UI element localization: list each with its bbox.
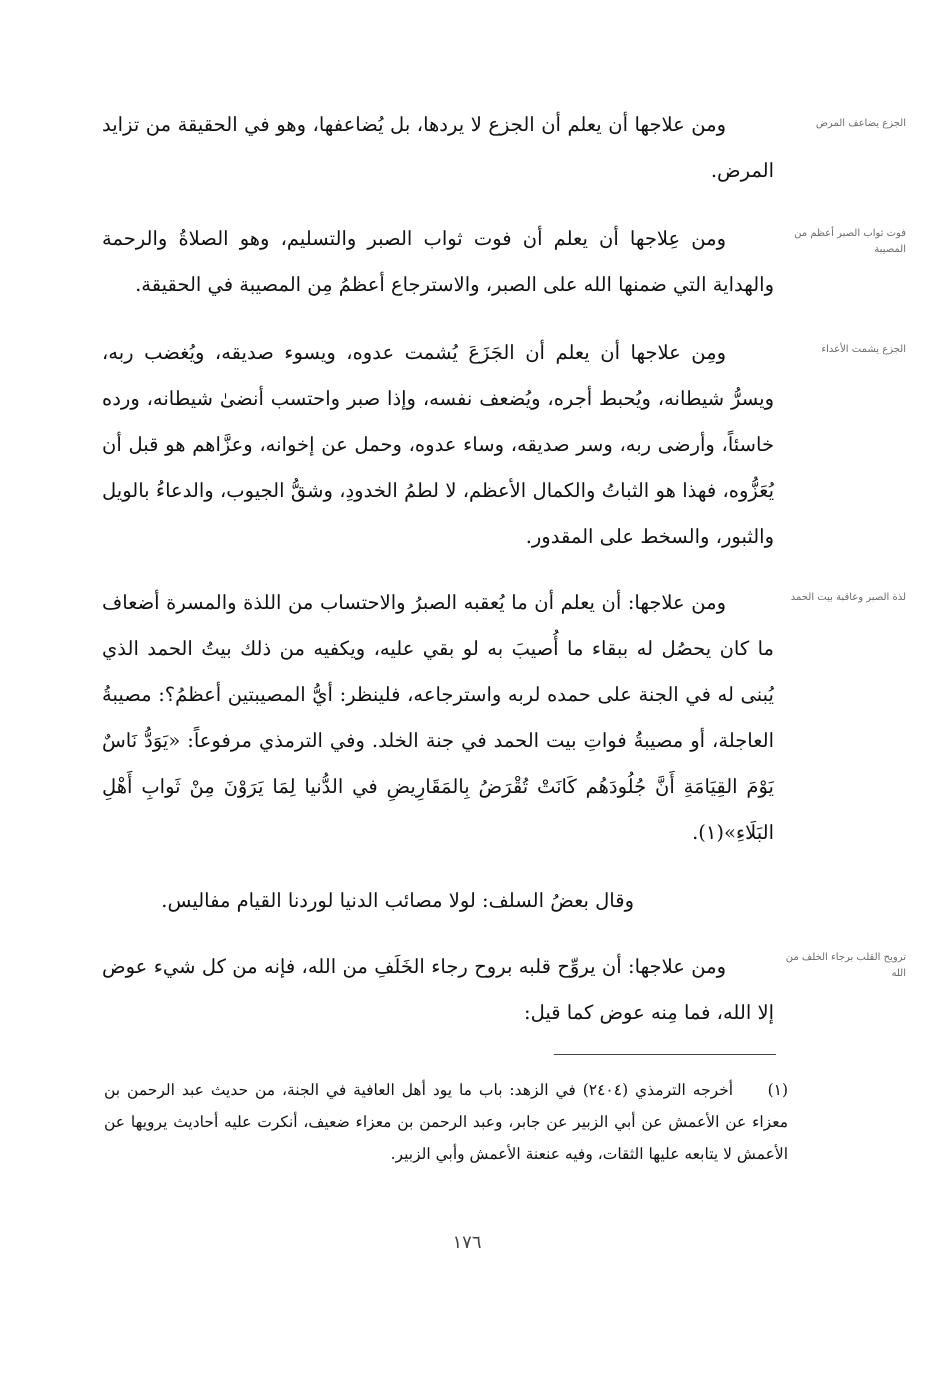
paragraph-text: ومِن علاجها أن يعلم أن الجَزَعَ يُشمت عدوه، ويسوء صديقه، ويُغضب ربه، ويسرُّ شيطانه، ويُحبط أجره، ويُضعف نفسه، وإذا صبر واحتسب أنضىٰ شيطانه، ورده خاسئاً، وأرضى ربه، وسر صديقه، وساء عدوه، وحمل عن إخوانه، وعزَّاهم هو قبل أن يُعَزُّوه، فهذا هو الثباتُ والكمال الأعظم، لا لطمُ الخدودِ، وشقُّ الجيوب، والدعاءُ بالويل والثبور، والسخط على المقدور. <box>102 341 774 548</box>
footnote-text: أخرجه الترمذي (٢٤٠٤) في الزهد: باب ما يود أهل العافية في الجنة، من حديث عبد الرحمن بن معزاء عن الأعمش عن أبي الزبير عن جابر، وعبد الرحمن بن معزاء ضعيف، أنكرت عليه أحاديث يرويها عن الأعمش لا يتابعه عليها الثقات، وفيه عنعنة الأعمش وأبي الزبير. <box>104 1081 788 1163</box>
paragraph-text: وقال بعضُ السلف: لولا مصائب الدنيا لوردنا القيام مفاليس. <box>161 889 634 912</box>
paragraph <box>102 580 774 856</box>
page-number: ١٧٦ <box>452 1232 482 1253</box>
margin-note: الجزع يضاعف المرض <box>815 118 906 129</box>
paragraph <box>102 330 774 560</box>
footnote-separator <box>554 1054 776 1055</box>
paragraph-text: ومن علاجها: أن يعلم أن ما يُعقبه الصبرُ والاحتساب من اللذة والمسرة أضعاف ما كان يحصُل له ببقاء ما أُصيبَ به لو بقي عليه، ويكفيه من ذلك بيتُ الحمد الذي يُبنى له في الجنة على حمده لربه واسترجاعه، فلينظر: أيُّ المصيبتين أعظمُ؟: مصيبةُ العاجلة، أو مصيبةُ فواتِ بيت الحمد في جنة الخلد. وفي الترمذي مرفوعاً: «يَوَدُّ نَاسٌ يَوْمَ القِيَامَةِ أَنَّ جُلُودَهُم كَانَتْ تُقْرَضُ بِالمَقَارِيضِ في الدُّنيا لِمَا يَرَوْنَ مِنْ ثَوابِ أَهْلِ البَلَاءِ»(١). <box>102 591 774 844</box>
paragraph <box>102 878 774 924</box>
footnote-number: (١) <box>767 1081 789 1099</box>
paragraph-text: ومن عِلاجها أن يعلم أن فوت ثواب الصبر والتسليم، وهو الصلاةُ والرحمة والهداية التي ضمنها الله على الصبر، والاسترجاع أعظمُ مِن المصيبة في الحقيقة. <box>102 227 774 296</box>
paragraph <box>102 216 774 308</box>
paragraph <box>102 102 774 194</box>
margin-note: فوت ثواب الصبر أعظم من المصيبة <box>794 228 906 255</box>
margin-note: ترويح القلب برجاء الخلف من الله <box>785 952 906 979</box>
footnote <box>104 1074 788 1170</box>
paragraph-text: ومن علاجها أن يعلم أن الجزع لا يردها، بل يُضاعفها، وهو في الحقيقة من تزايد المرض. <box>102 113 774 182</box>
margin-note: الجزع يشمت الأعداء <box>821 344 906 355</box>
paragraph-text: ومن علاجها: أن يروِّح قلبه بروح رجاء الخَلَفِ من الله، فإنه من كل شيء عوض إلا الله، فما مِنه عوض كما قيل: <box>102 955 774 1024</box>
margin-note: لذة الصبر وعاقبة بيت الحمد <box>790 592 906 603</box>
paragraph <box>102 944 774 1036</box>
